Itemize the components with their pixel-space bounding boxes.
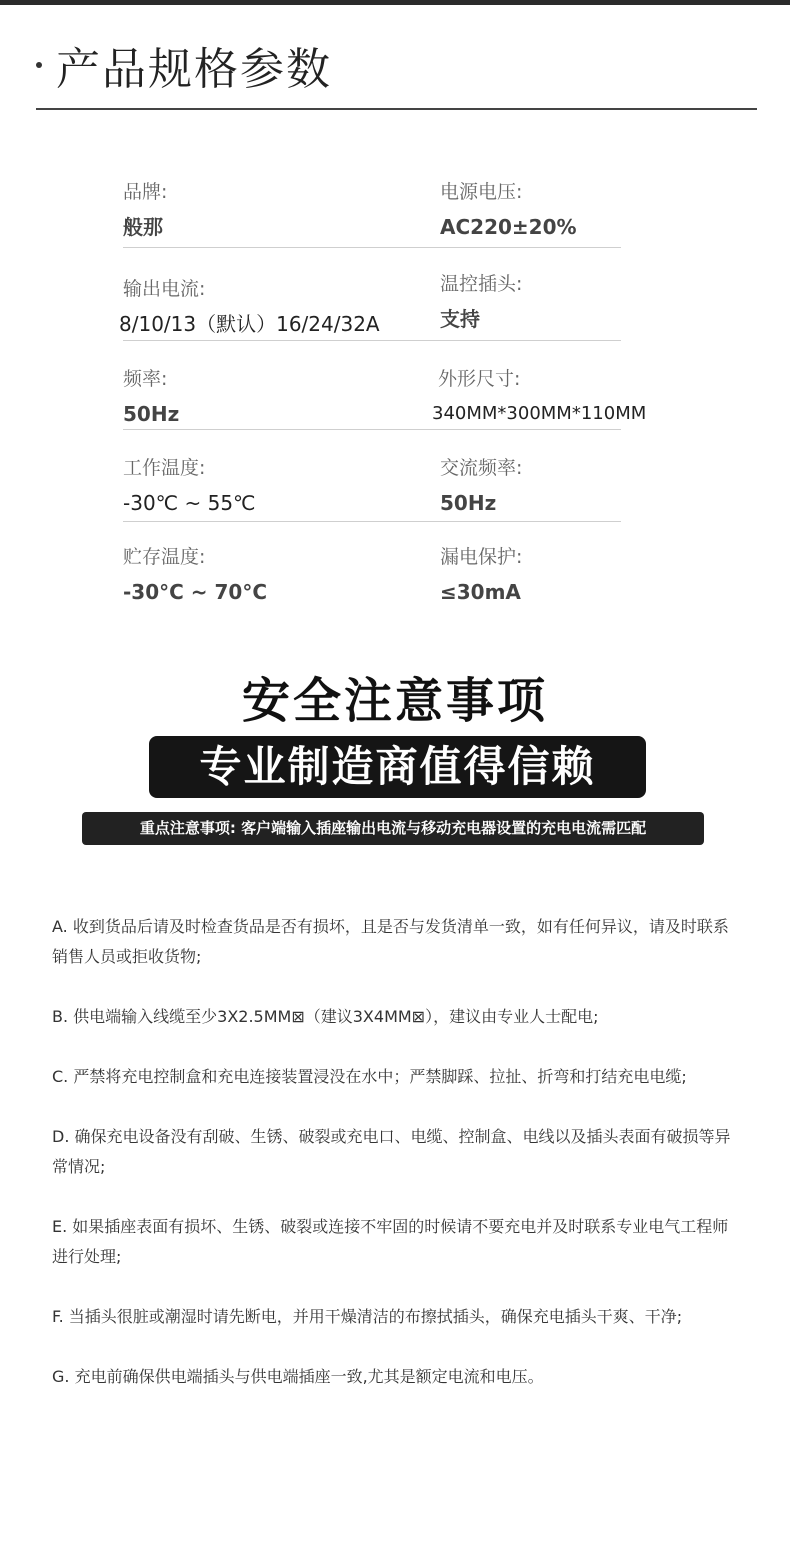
- spec-label: 外形尺寸:: [438, 368, 521, 390]
- note-item: G. 充电前确保供电端插头与供电端插座一致,尤其是额定电流和电压。: [52, 1367, 544, 1386]
- spec-label: 工作温度:: [123, 457, 206, 479]
- note-item: C. 严禁将充电控制盒和充电连接装置浸没在水中；严禁脚踩、拉扯、折弯和打结充电电缆;: [52, 1067, 687, 1086]
- note-item: F. 当插头很脏或潮湿时请先断电，并用干燥清洁的布擦拭插头，确保充电插头干爽、干净;: [52, 1307, 683, 1326]
- notes-list: [52, 912, 742, 1422]
- row-divider: [123, 429, 621, 430]
- spec-brand: [123, 180, 167, 240]
- spec-label: 电源电压:: [440, 181, 523, 203]
- spec-voltage: [440, 180, 577, 240]
- spec-storage-temp: [123, 545, 267, 605]
- spec-value: -30°C ~ 70°C: [123, 580, 268, 604]
- spec-leakage-protection: [440, 545, 522, 605]
- spec-temp-plug: [440, 272, 522, 332]
- spec-label: 输出电流:: [123, 278, 206, 300]
- spec-value: 般那: [123, 215, 163, 239]
- spec-value: 50Hz: [440, 491, 497, 515]
- spec-label: 贮存温度:: [123, 546, 206, 568]
- spec-label: 漏电保护:: [440, 546, 523, 568]
- spec-frequency: [123, 367, 179, 427]
- safety-title: 安全注意事项: [241, 673, 548, 729]
- spec-label: 交流频率:: [440, 457, 523, 479]
- spec-value: -30℃ ~ 55℃: [123, 491, 256, 515]
- key-notice: 重点注意事项: 客户端输入插座输出电流与移动充电器设置的充电电流需匹配: [82, 812, 704, 845]
- note-item: A. 收到货品后请及时检查货品是否有损坏，且是否与发货清单一致，如有任何异议，请及时联系销售人员或拒收货物;: [52, 917, 729, 966]
- spec-value: 340MM*300MM*110MM: [432, 403, 647, 424]
- spec-label: 品牌:: [123, 181, 168, 203]
- spec-output-current: [119, 277, 380, 337]
- spec-value: AC220±20%: [440, 215, 577, 239]
- spec-value: ≤30mA: [440, 580, 521, 604]
- note-item: D. 确保充电设备没有刮破、生锈、破裂或充电口、电缆、控制盒、电线以及插头表面有破损等异常情况;: [52, 1127, 731, 1176]
- spec-label: 频率:: [123, 368, 168, 390]
- page-title: 产品规格参数: [56, 44, 332, 95]
- spec-value: 8/10/13（默认）16/24/32A: [119, 312, 380, 336]
- note-item: B. 供电端输入线缆至少3X2.5MM⊠（建议3X4MM⊠），建议由专业人士配电;: [52, 1007, 599, 1026]
- spec-value: 支持: [440, 307, 480, 331]
- section-header: [36, 40, 756, 100]
- title-underline: [36, 108, 757, 110]
- spec-ac-frequency: [440, 456, 522, 516]
- bullet-dot: [36, 62, 42, 68]
- spec-working-temp: [123, 456, 256, 516]
- note-item: E. 如果插座表面有损坏、生锈、破裂或连接不牢固的时候请不要充电并及时联系专业电气工程师进行处理;: [52, 1217, 729, 1266]
- row-divider: [123, 521, 621, 522]
- trust-banner: 专业制造商值得信赖: [149, 736, 646, 798]
- top-bar: [0, 0, 790, 5]
- spec-dimensions: [432, 367, 647, 427]
- spec-value: 50Hz: [123, 402, 180, 426]
- row-divider: [123, 247, 621, 248]
- row-divider: [123, 340, 621, 341]
- spec-label: 温控插头:: [440, 273, 523, 295]
